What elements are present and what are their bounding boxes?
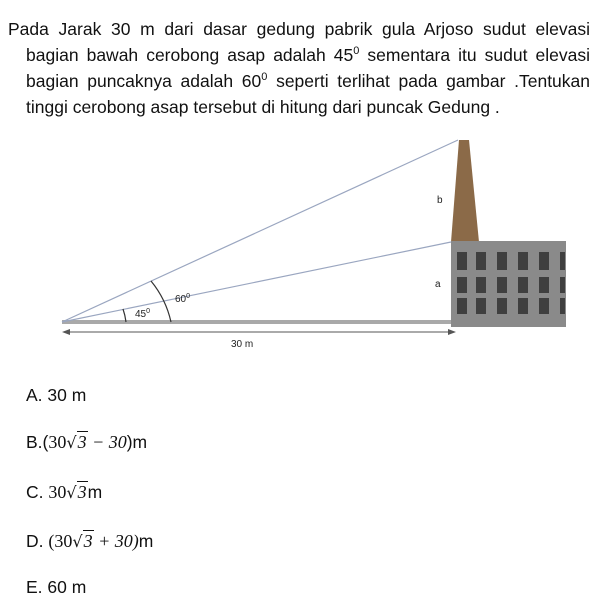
option-b-radicand: 3 [77, 432, 87, 452]
option-a[interactable] [26, 385, 86, 406]
sqrt-icon: √ [66, 433, 77, 452]
question-part-3: seperti terlihat pada gambar .Tentukan tinggi cerobong asap tersebut di hitung dari puncak Gedung . [26, 71, 590, 117]
option-b-label: B.( [26, 432, 49, 452]
option-c-unit: m [87, 482, 103, 502]
option-d-rest: + 30) [93, 531, 139, 551]
sqrt-icon: √ [72, 532, 83, 551]
option-d-unit: m [138, 531, 154, 551]
option-e[interactable] [26, 577, 86, 598]
option-d-open: (30 [48, 531, 73, 551]
question-part-2: sementara itu sudut elevasi bagian puncaknya adalah [26, 45, 590, 91]
angle-60-label: $60^0$ [175, 293, 191, 305]
option-c-label: C. [26, 482, 44, 502]
degree-mark: 0 [353, 45, 360, 58]
ground-line [62, 320, 451, 324]
distance-label: 30 m [231, 339, 254, 350]
question-text [8, 16, 590, 120]
label-a: a [435, 279, 441, 290]
angle-45-value: 45 [333, 45, 354, 65]
chimney [451, 140, 479, 242]
degree-mark: 0 [261, 71, 268, 84]
sight-line-bottom [62, 242, 451, 322]
option-a-text: 30 m [47, 385, 87, 405]
sight-line-top [62, 140, 458, 322]
option-e-label: E. [26, 577, 43, 597]
option-c-number: 30 [48, 482, 67, 502]
option-a-label: A. [26, 385, 43, 405]
option-d-label: D. [26, 531, 44, 551]
angle-60-value: 60 [241, 71, 262, 91]
option-b[interactable] [26, 432, 147, 453]
question-part-1: Pada Jarak 30 m dari dasar gedung pabrik gula Arjoso sudut elevasi bagian bawah cerobong asap adalah [8, 19, 590, 65]
arrow-left-icon [62, 329, 70, 335]
arrow-right-icon [448, 329, 456, 335]
option-b-number: 30 [48, 432, 67, 452]
option-b-unit: )m [126, 432, 148, 452]
elevation-diagram [0, 130, 600, 360]
option-d-radicand: 3 [83, 531, 93, 551]
angle-45-label: $45^0$ [135, 308, 151, 320]
option-b-rest: − 30 [87, 432, 127, 452]
option-e-text: 60 m [47, 577, 87, 597]
option-d[interactable] [26, 531, 153, 552]
sqrt-icon: √ [66, 483, 77, 502]
option-c-radicand: 3 [77, 482, 87, 502]
option-c[interactable] [26, 482, 102, 503]
label-b: b [437, 195, 443, 206]
